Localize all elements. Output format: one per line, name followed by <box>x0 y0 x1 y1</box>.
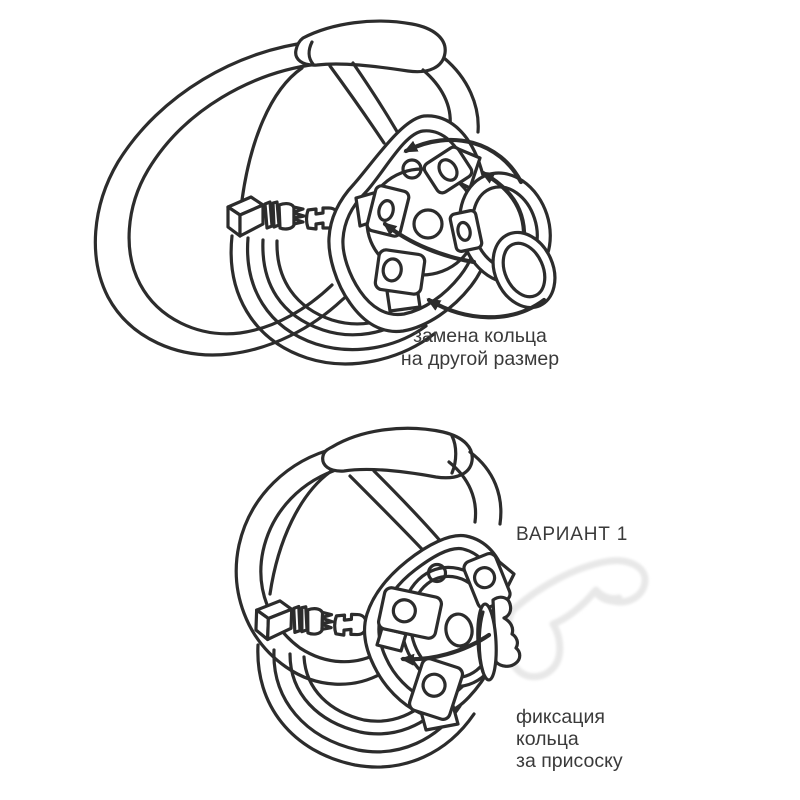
waist-strap <box>95 42 370 355</box>
caption-line: кольца <box>516 728 579 750</box>
ghost-toy-silhouette <box>509 561 645 677</box>
caption-line: фиксация <box>516 706 605 728</box>
caption-line: замена кольца <box>413 325 547 347</box>
top-pad <box>323 428 473 477</box>
caption-suction-fixation <box>516 706 623 772</box>
figure-ring-replacement <box>95 21 566 364</box>
caption-ring-replacement <box>380 325 580 371</box>
snap-tab-right <box>449 210 482 253</box>
top-pad <box>296 21 446 72</box>
caption-line: на другой размер <box>400 348 560 370</box>
caption-line: за присоску <box>516 750 623 772</box>
buckle <box>256 600 367 643</box>
variant-label: ВАРИАНТ 1 <box>516 524 629 545</box>
